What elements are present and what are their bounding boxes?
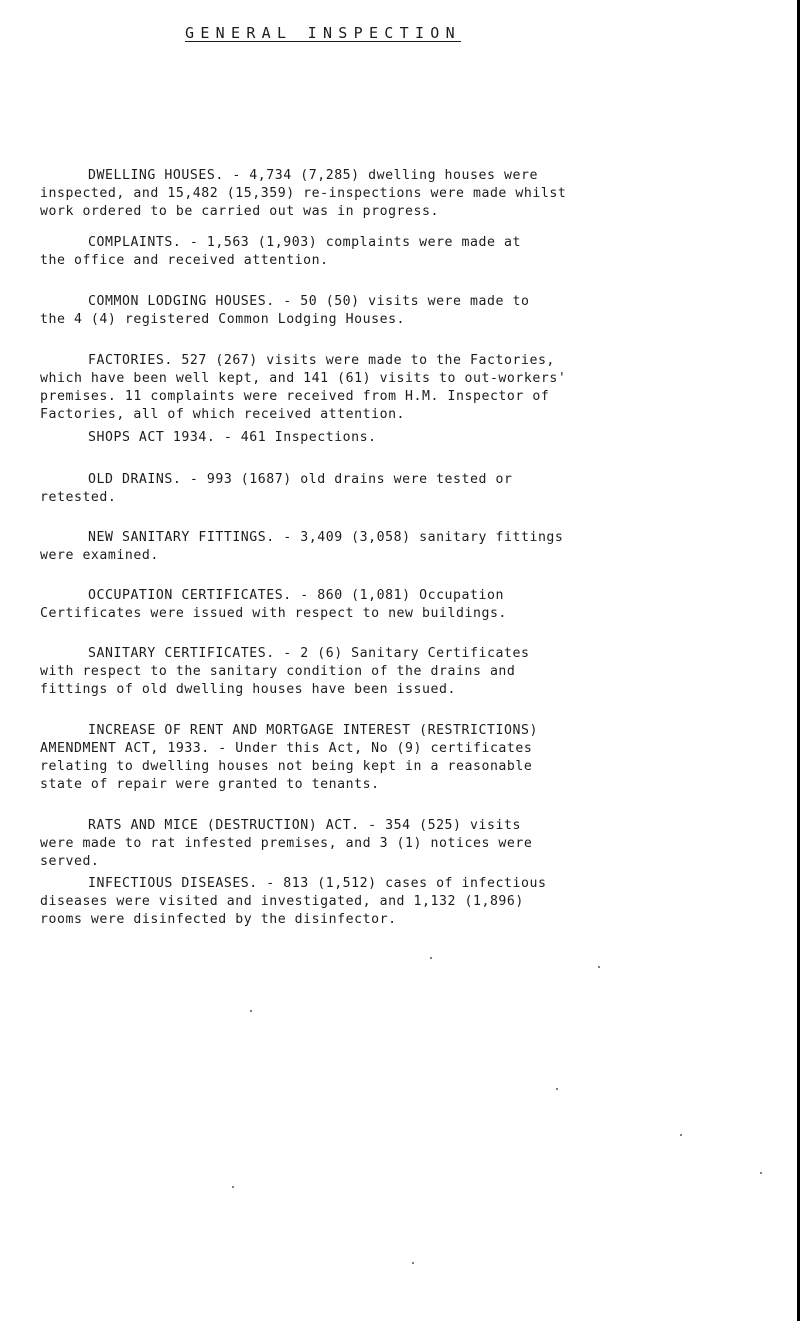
text-line: Certificates were issued with respect to new buildings.: [40, 606, 507, 621]
text-line: NEW SANITARY FITTINGS. - 3,409 (3,058) sanitary fittings: [88, 530, 564, 545]
text-line: were examined.: [40, 548, 159, 563]
paragraph-rent-restrictions-act: [40, 722, 780, 794]
paragraph-old-drains: [40, 471, 780, 507]
scan-speck: [680, 1134, 682, 1136]
text-line: which have been well kept, and 141 (61) visits to out-workers': [40, 371, 567, 386]
text-line: the 4 (4) registered Common Lodging Houses.: [40, 312, 406, 327]
paragraph-infectious-diseases: [40, 875, 780, 929]
text-line: DWELLING HOUSES. - 4,734 (7,285) dwelling houses were: [88, 168, 538, 183]
paragraph-occupation-certificates: [40, 587, 780, 623]
paragraph-sanitary-certificates: [40, 645, 780, 699]
text-line: with respect to the sanitary condition of the drains and: [40, 664, 516, 679]
scan-speck: [412, 1262, 414, 1264]
text-line: inspected, and 15,482 (15,359) re-inspections were made whilst: [40, 186, 567, 201]
text-line: OLD DRAINS. - 993 (1687) old drains were tested or: [88, 472, 513, 487]
paragraph-common-lodging-houses: [40, 293, 780, 329]
text-line: rooms were disinfected by the disinfector.: [40, 912, 397, 927]
text-line: retested.: [40, 490, 117, 505]
text-line: work ordered to be carried out was in progress.: [40, 204, 440, 219]
paragraph-factories: [40, 352, 780, 424]
scan-speck: [760, 1172, 762, 1174]
text-line: SANITARY CERTIFICATES. - 2 (6) Sanitary Certificates: [88, 646, 530, 661]
text-line: diseases were visited and investigated, and 1,132 (1,896): [40, 894, 524, 909]
paragraph-dwelling-houses: [40, 167, 780, 221]
paragraph-complaints: [40, 234, 780, 270]
text-line: Factories, all of which received attention.: [40, 407, 406, 422]
scan-speck: [598, 966, 600, 968]
text-line: relating to dwelling houses not being kept in a reasonable: [40, 759, 533, 774]
text-line: AMENDMENT ACT, 1933. - Under this Act, No (9) certificates: [40, 741, 533, 756]
paragraph-shops-act: [40, 429, 780, 447]
text-line: FACTORIES. 527 (267) visits were made to the Factories,: [88, 353, 555, 368]
text-line: served.: [40, 854, 100, 869]
text-line: were made to rat infested premises, and 3 (1) notices were: [40, 836, 533, 851]
text-line: INFECTIOUS DISEASES. - 813 (1,512) cases of infectious: [88, 876, 547, 891]
scan-speck: [232, 1186, 234, 1188]
text-line: SHOPS ACT 1934. - 461 Inspections.: [88, 430, 377, 445]
scan-speck: [430, 957, 432, 959]
scan-speck: [250, 1010, 252, 1012]
paragraph-new-sanitary-fittings: [40, 529, 780, 565]
text-line: OCCUPATION CERTIFICATES. - 860 (1,081) Occupation: [88, 588, 504, 603]
page-title: GENERAL INSPECTION: [185, 24, 461, 42]
text-line: premises. 11 complaints were received from H.M. Inspector of: [40, 389, 550, 404]
text-line: INCREASE OF RENT AND MORTGAGE INTEREST (RESTRICTIONS): [88, 723, 538, 738]
paragraph-rats-and-mice: [40, 817, 780, 871]
text-line: RATS AND MICE (DESTRUCTION) ACT. - 354 (525) visits: [88, 818, 521, 833]
text-line: fittings of old dwelling houses have been issued.: [40, 682, 456, 697]
text-line: COMPLAINTS. - 1,563 (1,903) complaints were made at: [88, 235, 521, 250]
text-line: COMMON LODGING HOUSES. - 50 (50) visits were made to: [88, 294, 530, 309]
text-line: state of repair were granted to tenants.: [40, 777, 380, 792]
text-line: the office and received attention.: [40, 253, 329, 268]
scan-speck: [556, 1088, 558, 1090]
